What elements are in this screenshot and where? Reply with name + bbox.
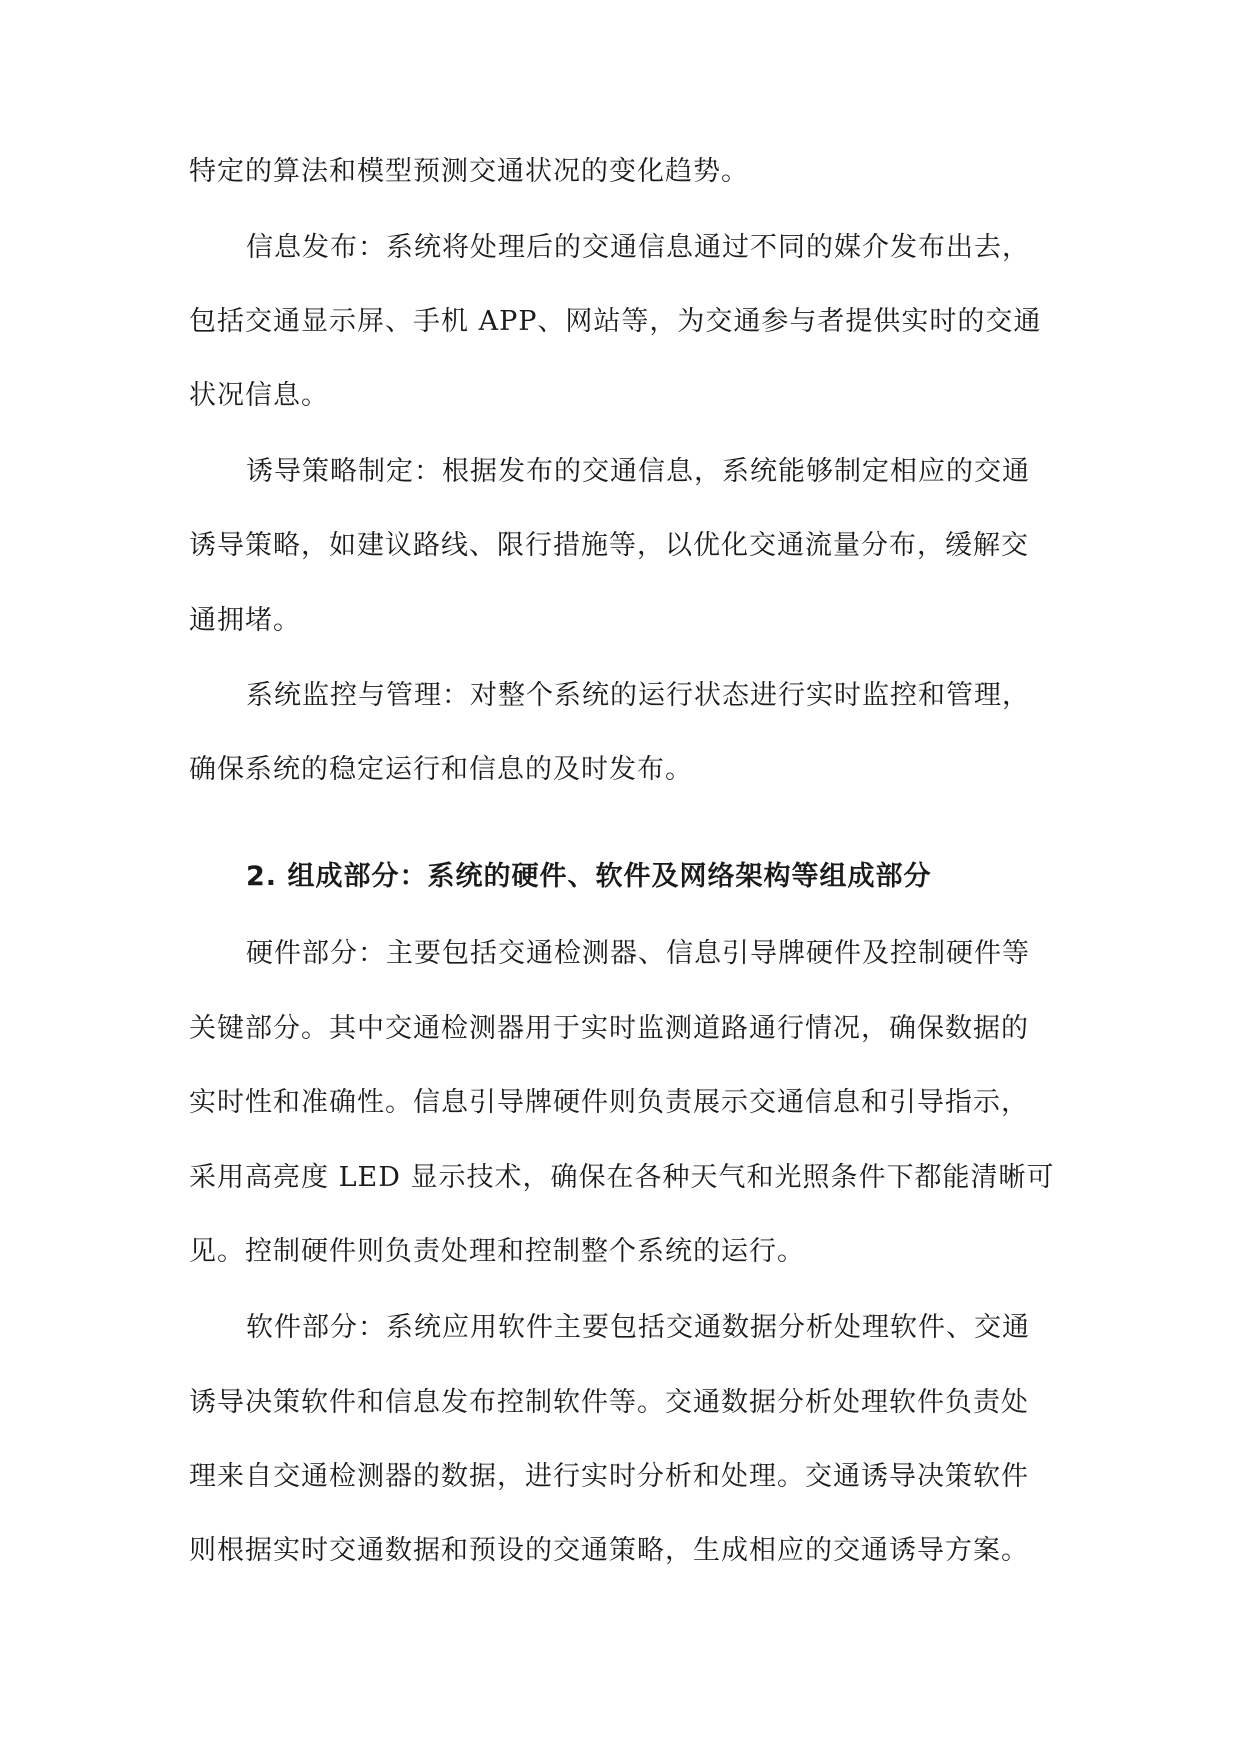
- text-line: 则根据实时交通数据和预设的交通策略，生成相应的交通诱导方案。: [189, 1535, 1029, 1566]
- text-line: 通拥堵。: [189, 605, 301, 636]
- text-line: 关键部分。其中交通检测器用于实时监测道路通行情况，确保数据的: [189, 1013, 1029, 1044]
- section-heading: 2. 组成部分：系统的硬件、软件及网络架构等组成部分: [246, 861, 932, 892]
- text-line: 状况信息。: [189, 380, 329, 411]
- text-line: 诱导策略，如建议路线、限行措施等，以优化交通流量分布，缓解交: [189, 530, 1029, 561]
- text-line: 诱导策略制定：根据发布的交通信息，系统能够制定相应的交通: [246, 456, 1030, 487]
- text-line: 见。控制硬件则负责处理和控制整个系统的运行。: [189, 1236, 805, 1267]
- text-line: 理来自交通检测器的数据，进行实时分析和处理。交通诱导决策软件: [189, 1461, 1029, 1492]
- text-line: 系统监控与管理：对整个系统的运行状态进行实时监控和管理，: [246, 680, 1030, 711]
- text-line: 特定的算法和模型预测交通状况的变化趋势。: [189, 156, 749, 187]
- text-line: 包括交通显示屏、手机 APP、网站等，为交通参与者提供实时的交通: [189, 306, 1042, 337]
- text-line: 诱导决策软件和信息发布控制软件等。交通数据分析处理软件负责处: [189, 1387, 1029, 1418]
- text-line: 信息发布：系统将处理后的交通信息通过不同的媒介发布出去，: [246, 232, 1030, 263]
- text-line: 确保系统的稳定运行和信息的及时发布。: [189, 754, 693, 785]
- text-line: 采用高亮度 LED 显示技术，确保在各种天气和光照条件下都能清晰可: [189, 1162, 1055, 1193]
- text-line: 硬件部分：主要包括交通检测器、信息引导牌硬件及控制硬件等: [246, 938, 1030, 969]
- text-line: 软件部分：系统应用软件主要包括交通数据分析处理软件、交通: [246, 1312, 1030, 1343]
- text-line: 实时性和准确性。信息引导牌硬件则负责展示交通信息和引导指示，: [189, 1087, 1029, 1118]
